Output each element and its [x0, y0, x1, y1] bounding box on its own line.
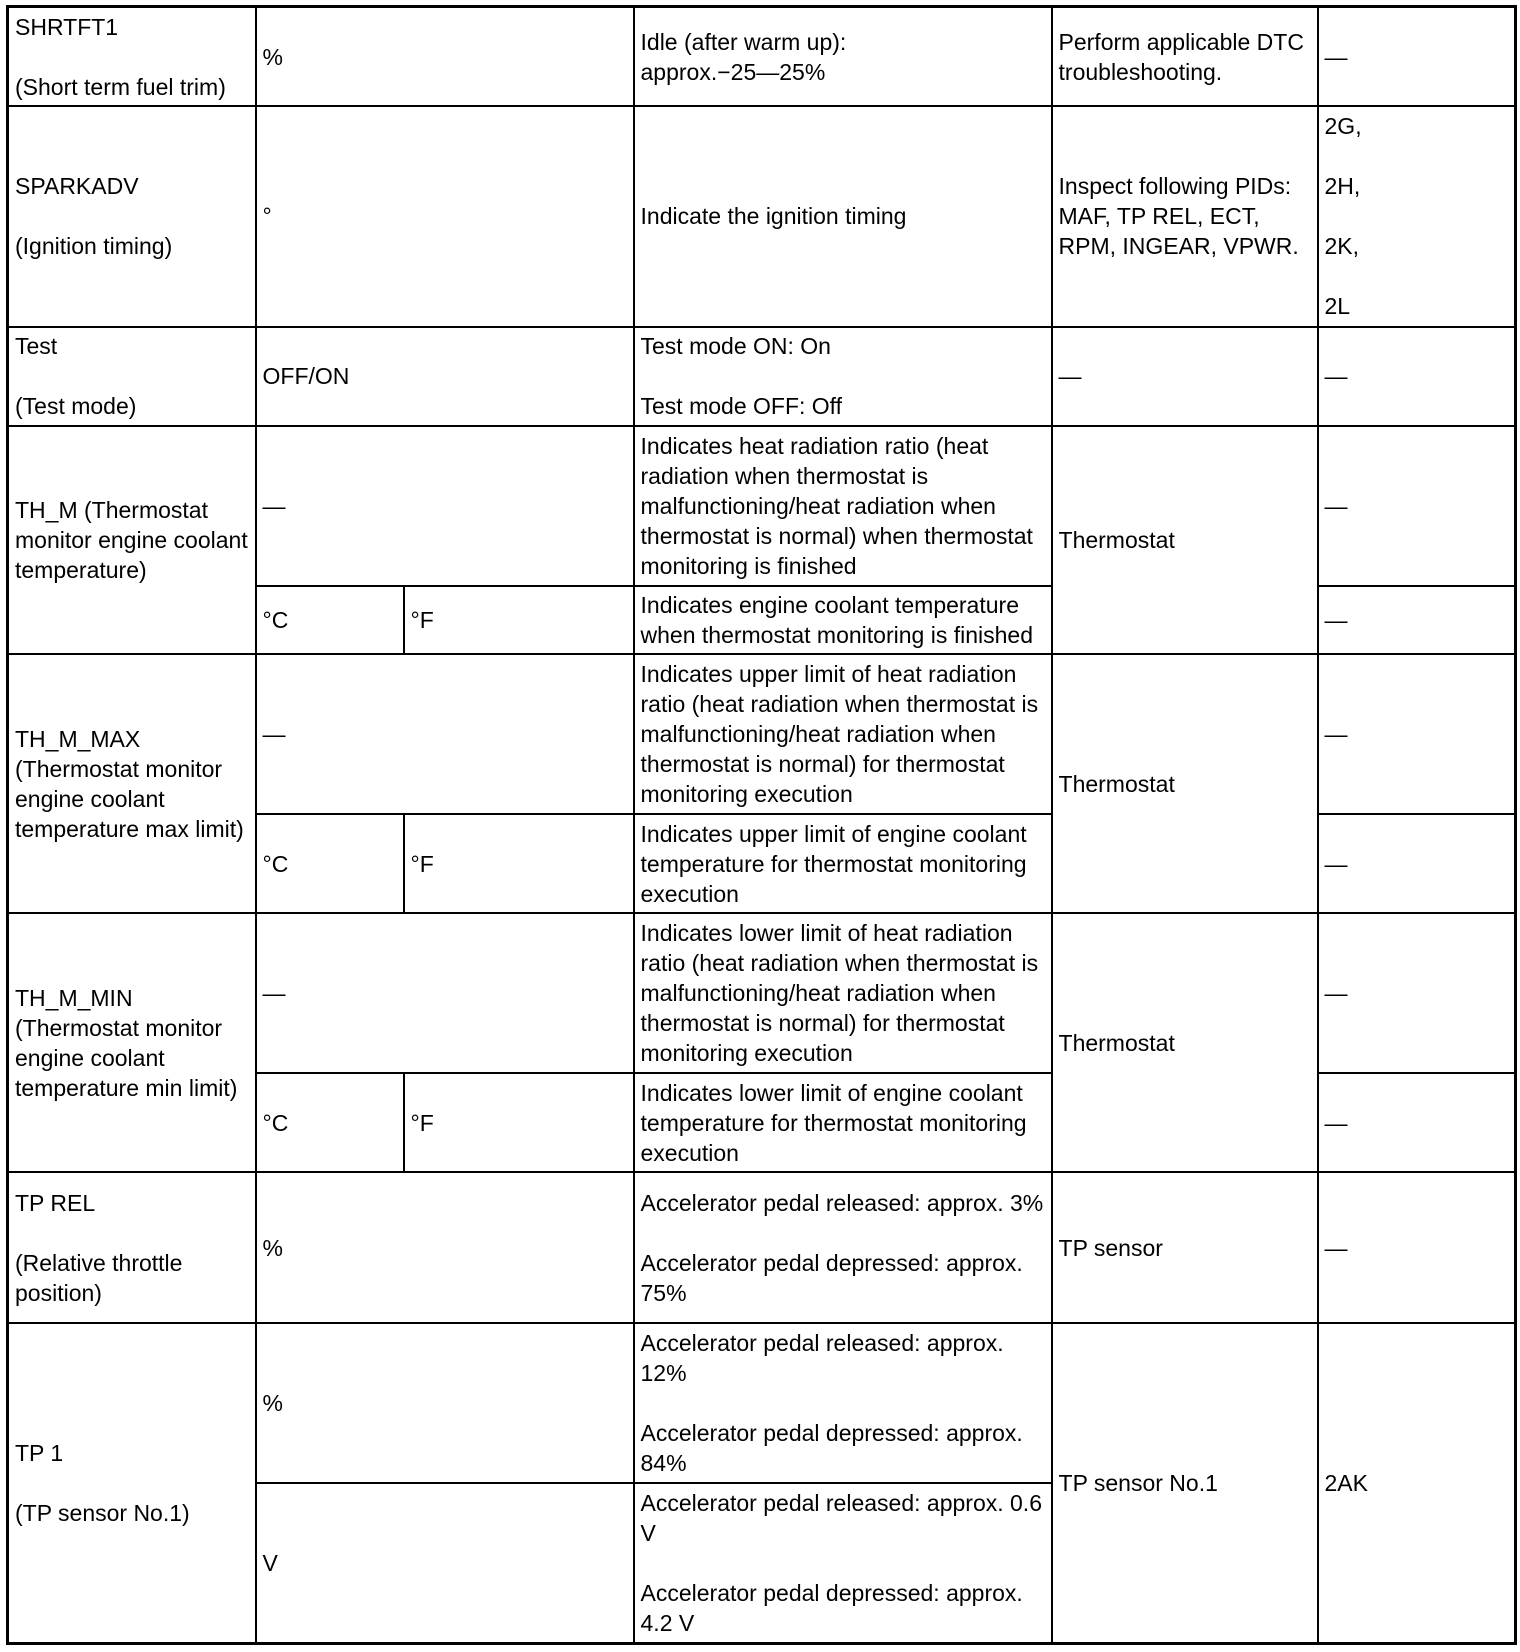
unit-cell: %	[256, 1172, 634, 1323]
condition-cell: Accelerator pedal released: approx. 0.6 V Accelerator pedal depressed: approx. 4.2 V	[634, 1483, 1052, 1643]
unit-celsius-cell: °C	[256, 586, 404, 655]
terminal-cell: —	[1318, 327, 1516, 426]
table-row	[8, 327, 1516, 426]
unit-cell: °	[256, 106, 634, 327]
pid-name-cell: SPARKADV (Ignition timing)	[8, 106, 256, 327]
terminal-cell: —	[1318, 426, 1516, 586]
condition-cell: Indicates upper limit of heat radiation ratio (heat radiation when thermostat is malfunctioning/heat radiation when thermostat is normal) for thermostat monitoring execution	[634, 654, 1052, 814]
unit-celsius-cell: °C	[256, 1073, 404, 1172]
table-row	[8, 426, 1516, 586]
action-cell: Thermostat	[1052, 654, 1318, 913]
action-cell: Perform applicable DTC troubleshooting.	[1052, 7, 1318, 107]
pid-name-cell: Test (Test mode)	[8, 327, 256, 426]
terminal-cell: —	[1318, 654, 1516, 814]
terminal-cell: 2G, 2H, 2K, 2L	[1318, 106, 1516, 327]
condition-cell: Accelerator pedal released: approx. 12% Accelerator pedal depressed: approx. 84%	[634, 1323, 1052, 1483]
action-cell: Thermostat	[1052, 426, 1318, 655]
condition-cell: Indicate the ignition timing	[634, 106, 1052, 327]
action-cell: Inspect following PIDs: MAF, TP REL, ECT, RPM, INGEAR, VPWR.	[1052, 106, 1318, 327]
action-cell: Thermostat	[1052, 913, 1318, 1172]
terminal-cell: —	[1318, 1073, 1516, 1172]
condition-cell: Indicates heat radiation ratio (heat radiation when thermostat is malfunctioning/heat radiation when thermostat is normal) when thermostat monitoring is finished	[634, 426, 1052, 586]
unit-cell: —	[256, 913, 634, 1073]
action-cell: TP sensor	[1052, 1172, 1318, 1323]
table-row	[8, 106, 1516, 327]
pid-table	[6, 5, 1517, 1645]
pid-name-cell: TP 1 (TP sensor No.1)	[8, 1323, 256, 1643]
unit-celsius-cell: °C	[256, 814, 404, 913]
condition-cell: Indicates lower limit of engine coolant temperature for thermostat monitoring execution	[634, 1073, 1052, 1172]
unit-cell: OFF/ON	[256, 327, 634, 426]
unit-cell: %	[256, 1323, 634, 1483]
unit-cell: —	[256, 654, 634, 814]
terminal-cell: —	[1318, 814, 1516, 913]
terminal-cell: —	[1318, 1172, 1516, 1323]
action-cell: TP sensor No.1	[1052, 1323, 1318, 1643]
terminal-cell: 2AK	[1318, 1323, 1516, 1643]
table-row	[8, 913, 1516, 1073]
condition-cell: Idle (after warm up): approx.−25—25%	[634, 7, 1052, 107]
unit-cell: %	[256, 7, 634, 107]
terminal-cell: —	[1318, 586, 1516, 655]
condition-cell: Indicates lower limit of heat radiation ratio (heat radiation when thermostat is malfunctioning/heat radiation when thermostat is normal) for thermostat monitoring execution	[634, 913, 1052, 1073]
pid-name-cell: TP REL (Relative throttle position)	[8, 1172, 256, 1323]
unit-cell: V	[256, 1483, 634, 1643]
action-cell: —	[1052, 327, 1318, 426]
condition-cell: Indicates engine coolant temperature when thermostat monitoring is finished	[634, 586, 1052, 655]
pid-name-cell: TH_M_MIN (Thermostat monitor engine coolant temperature min limit)	[8, 913, 256, 1172]
table-row	[8, 1323, 1516, 1483]
unit-fahrenheit-cell: °F	[404, 586, 634, 655]
condition-cell: Accelerator pedal released: approx. 3% Accelerator pedal depressed: approx. 75%	[634, 1172, 1052, 1323]
pid-name-cell: SHRTFT1 (Short term fuel trim)	[8, 7, 256, 107]
pid-name-cell: TH_M_MAX (Thermostat monitor engine coolant temperature max limit)	[8, 654, 256, 913]
table-row	[8, 654, 1516, 814]
condition-cell: Indicates upper limit of engine coolant temperature for thermostat monitoring execution	[634, 814, 1052, 913]
unit-fahrenheit-cell: °F	[404, 814, 634, 913]
unit-fahrenheit-cell: °F	[404, 1073, 634, 1172]
pid-name-cell: TH_M (Thermostat monitor engine coolant temperature)	[8, 426, 256, 655]
table-row	[8, 7, 1516, 107]
unit-cell: —	[256, 426, 634, 586]
condition-cell: Test mode ON: On Test mode OFF: Off	[634, 327, 1052, 426]
terminal-cell: —	[1318, 913, 1516, 1073]
terminal-cell: —	[1318, 7, 1516, 107]
table-row	[8, 1172, 1516, 1323]
